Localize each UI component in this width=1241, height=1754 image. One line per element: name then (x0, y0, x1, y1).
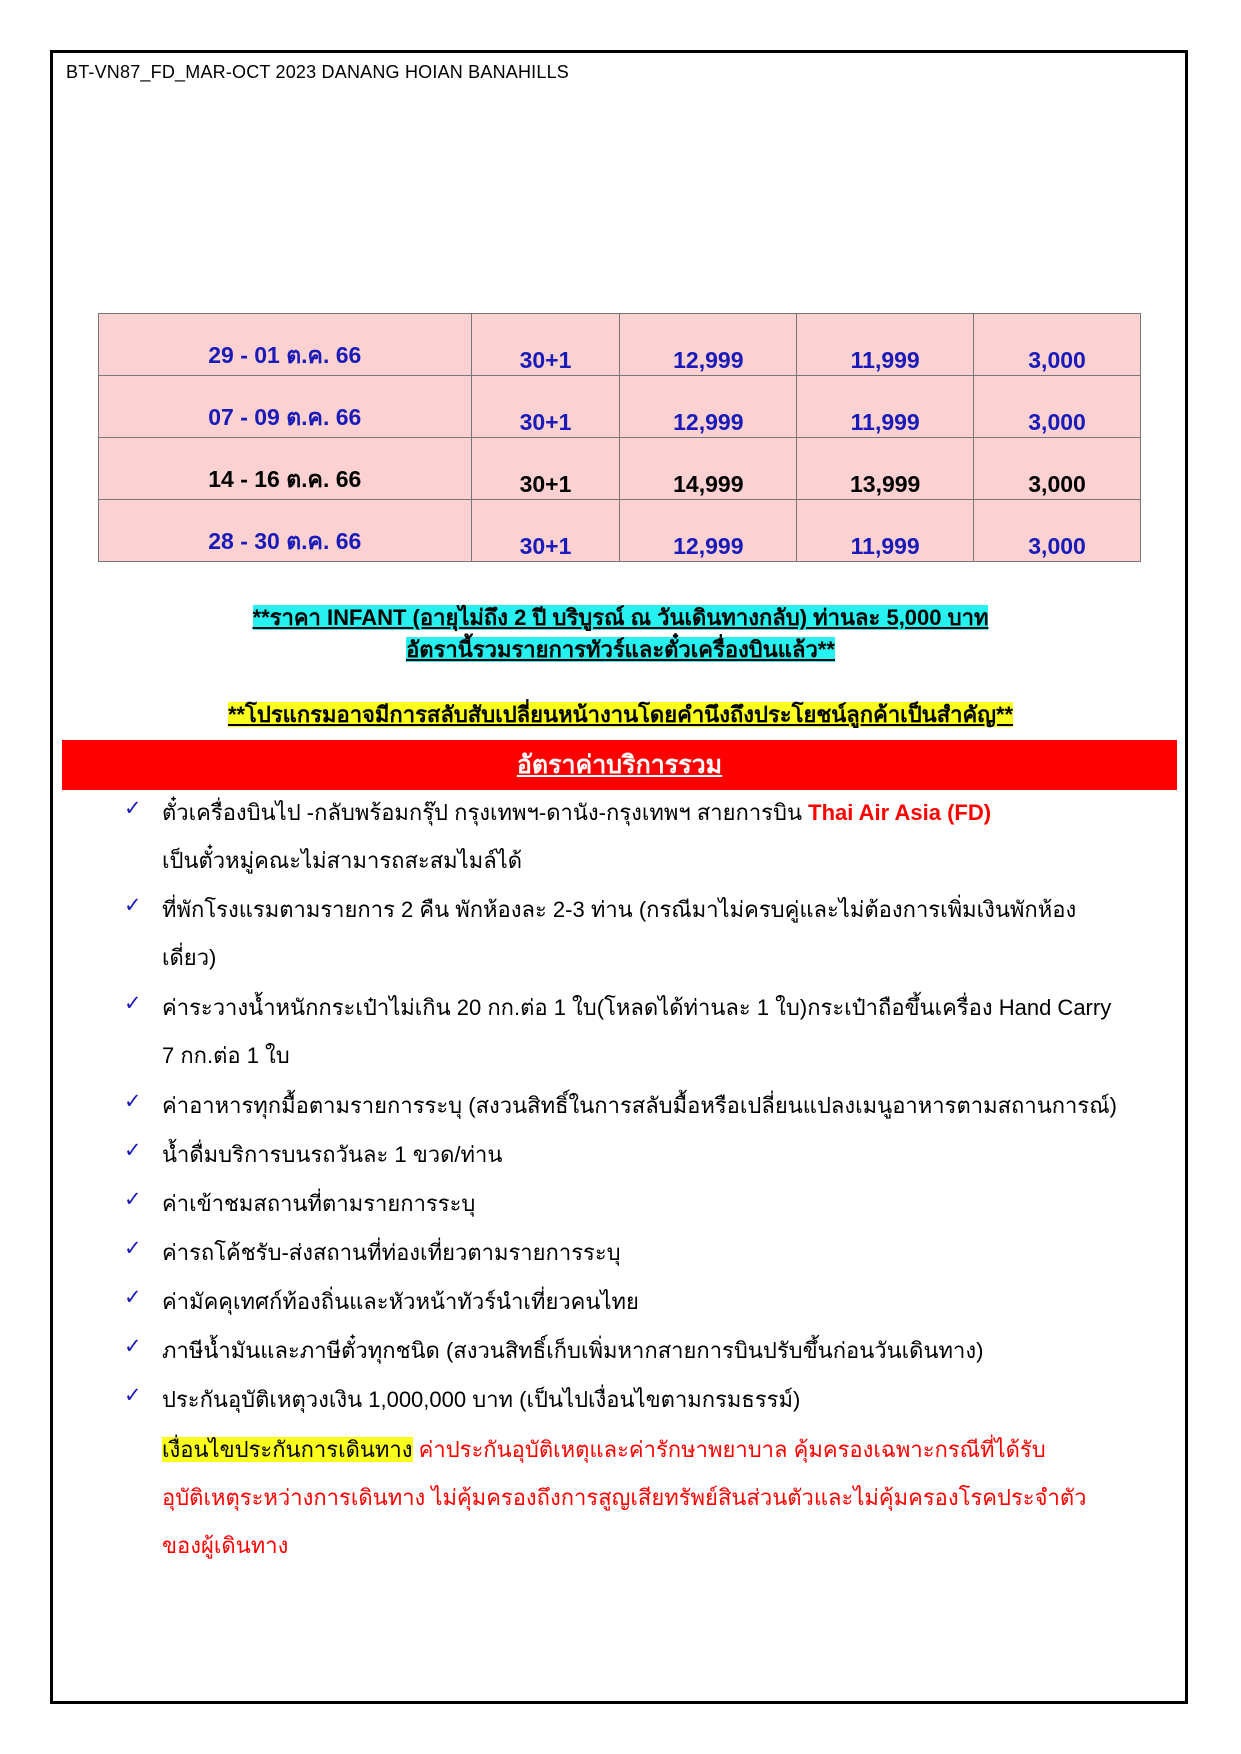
item-hotel: ที่พักโรงแรมตามรายการ 2 คืน พักห้องละ 2-3 ท่าน (กรณีมาไม่ครบคู่และไม่ต้องการเพิ่มเงินพักห้อง (162, 897, 1077, 922)
adult-price-cell: 12,999 (620, 314, 797, 376)
section-banner (62, 740, 1177, 790)
child-price-cell: 11,999 (797, 314, 974, 376)
insurance-conditions-label: เงื่อนไขประกันการเดินทาง (162, 1437, 413, 1462)
price-row (99, 314, 1141, 376)
date-cell: 14 - 16 ต.ค. 66 (99, 438, 472, 500)
single-supplement-cell: 3,000 (974, 438, 1141, 500)
child-price-cell: 11,999 (797, 376, 974, 438)
single-supplement-cell: 3,000 (974, 500, 1141, 562)
item-flight (162, 795, 991, 830)
price-row (99, 438, 1141, 500)
airline-name: Thai Air Asia (FD) (808, 800, 992, 825)
item-flight-line-2: เป็นตั๋วหมู่คณะไม่สามารถสะสมไมล์ได้ (162, 848, 523, 873)
item-meals: ค่าอาหารทุกมื้อตามรายการระบุ (สงวนสิทธิ์ในการสลับมื้อหรือเปลี่ยนแปลงเมนูอาหารตามสถานการณ์) (162, 1093, 1117, 1118)
insurance-conditions-line-3: ของผู้เดินทาง (162, 1533, 289, 1558)
program-change-note (0, 697, 1241, 732)
child-price-cell: 11,999 (797, 500, 974, 562)
section-title: อัตราค่าบริการรวม (516, 751, 723, 779)
check-icon: ✓ (124, 1237, 142, 1260)
insurance-conditions-line-2: อุบัติเหตุระหว่างการเดินทาง ไม่คุ้มครองถึงการสูญเสียทรัพย์สินส่วนตัวและไม่คุ้มครองโรคประจำตัว (162, 1485, 1087, 1510)
date-cell: 07 - 09 ต.ค. 66 (99, 376, 472, 438)
insurance-conditions (162, 1432, 1046, 1467)
item-flight-text: ตั๋วเครื่องบินไป -กลับพร้อมกรุ๊ป กรุงเทพฯ-ดานัง-กรุงเทพฯ สายการบิน (162, 800, 809, 825)
check-icon: ✓ (124, 1090, 142, 1113)
check-icon: ✓ (124, 992, 142, 1015)
item-tax: ภาษีน้ำมันและภาษีตั๋วทุกชนิด (สงวนสิทธิ์เก็บเพิ่มหากสายการบินปรับขึ้นก่อนวันเดินทาง) (162, 1338, 984, 1363)
item-guide: ค่ามัคคุเทศก์ท้องถิ่นและหัวหน้าทัวร์นำเที่ยวคนไทย (162, 1289, 639, 1314)
item-water: น้ำดื่มบริการบนรถวันละ 1 ขวด/ท่าน (162, 1142, 503, 1167)
item-hotel-line-2: เดี่ยว) (162, 945, 217, 970)
price-table (98, 313, 1141, 562)
check-icon: ✓ (124, 1188, 142, 1211)
date-cell: 28 - 30 ต.ค. 66 (99, 500, 472, 562)
item-insurance: ประกันอุบัติเหตุวงเงิน 1,000,000 บาท (เป็นไปเงื่อนไขตามกรมธรรม์) (162, 1387, 801, 1412)
check-icon: ✓ (124, 1335, 142, 1358)
seats-cell: 30+1 (471, 314, 620, 376)
check-icon: ✓ (124, 1286, 142, 1309)
document-code: BT-VN87_FD_MAR-OCT 2023 DANANG HOIAN BANAHILLS (66, 62, 570, 82)
single-supplement-cell: 3,000 (974, 314, 1141, 376)
check-icon: ✓ (124, 1384, 142, 1407)
seats-cell: 30+1 (471, 438, 620, 500)
check-icon: ✓ (124, 797, 142, 820)
insurance-conditions-text: ค่าประกันอุบัติเหตุและค่ารักษาพยาบาล คุ้มครองเฉพาะกรณีที่ได้รับ (412, 1437, 1046, 1462)
infant-note-line-2: อัตรานี้รวมรายการทัวร์และตั๋วเครื่องบินแล้ว** (406, 637, 835, 662)
infant-note-line-1: **ราคา INFANT (อายุไม่ถึง 2 ปี บริบูรณ์ ณ วันเดินทางกลับ) ท่านละ 5,000 บาท (252, 605, 989, 630)
check-icon: ✓ (124, 894, 142, 917)
adult-price-cell: 12,999 (620, 376, 797, 438)
seats-cell: 30+1 (471, 376, 620, 438)
item-baggage-line-2: 7 กก.ต่อ 1 ใบ (162, 1043, 290, 1068)
item-baggage: ค่าระวางน้ำหนักกระเป๋าไม่เกิน 20 กก.ต่อ 1 ใบ(โหลดได้ท่านละ 1 ใบ)กระเป๋าถือขึ้นเครื่อง Hand Carry (162, 995, 1112, 1020)
infant-price-note-2 (0, 632, 1241, 667)
single-supplement-cell: 3,000 (974, 376, 1141, 438)
seats-cell: 30+1 (471, 500, 620, 562)
child-price-cell: 13,999 (797, 438, 974, 500)
price-row (99, 500, 1141, 562)
infant-price-note (0, 600, 1241, 635)
adult-price-cell: 14,999 (620, 438, 797, 500)
item-coach: ค่ารถโค้ชรับ-ส่งสถานที่ท่องเที่ยวตามรายการระบุ (162, 1240, 621, 1265)
price-row (99, 376, 1141, 438)
item-entrance: ค่าเข้าชมสถานที่ตามรายการระบุ (162, 1191, 476, 1216)
check-icon: ✓ (124, 1139, 142, 1162)
date-cell: 29 - 01 ต.ค. 66 (99, 314, 472, 376)
program-note-text: **โปรแกรมอาจมีการสลับสับเปลี่ยนหน้างานโดยคำนึงถึงประโยชน์ลูกค้าเป็นสำคัญ** (227, 702, 1014, 727)
adult-price-cell: 12,999 (620, 500, 797, 562)
